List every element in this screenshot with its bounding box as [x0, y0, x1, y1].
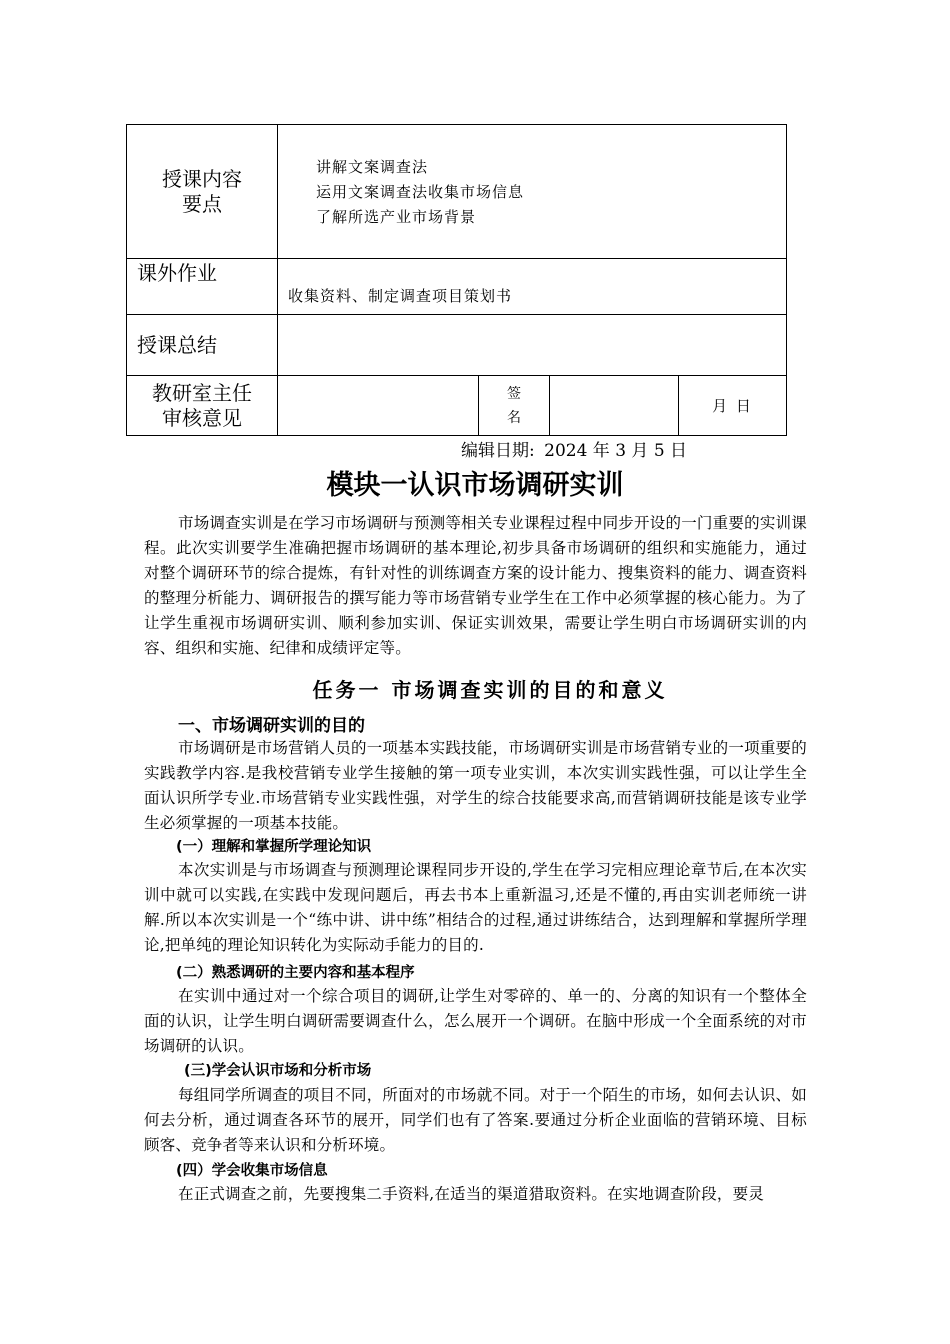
subsection-paragraph-3: 每组同学所调查的项目不同，所面对的市场就不同。对于一个陌生的市场，如何去认识、如何去分析，通过调查各环节的展开，同学们也有了答案.要通过分析企业面临的营销环境、目标顾客、竞争者等来认识和分析环境。 — [144, 1086, 807, 1154]
subsection-heading-4: (四）学会收集市场信息 — [176, 1163, 328, 1179]
signature-label: 签 名 — [479, 376, 550, 436]
teaching-points-content — [278, 125, 787, 259]
subsection-paragraph-4: 在正式调查之前，先要搜集二手资料,在适当的渠道猎取资料。在实地调查阶段，要灵 — [178, 1185, 765, 1203]
subsection-paragraph-2: 在实训中通过对一个综合项目的调研,让学生对零碎的、单一的、分离的知识有一个整体全面的认识，让学生明白调研需要调查什么，怎么展开一个调研。在脑中形成一个全面系统的对市场调研的认识。 — [144, 987, 807, 1055]
homework-content: 收集资料、制定调查项目策划书 — [278, 259, 787, 315]
edit-date-value: 2024 年 3 月 5 日 — [544, 441, 688, 461]
edit-date — [461, 436, 691, 461]
course-record-table — [126, 124, 787, 436]
subsection-heading-2: (二）熟悉调研的主要内容和基本程序 — [176, 965, 415, 981]
subsection-heading-1: (一）理解和掌握所学理论知识 — [176, 839, 372, 855]
label-review: 教研室主任 审核意见 — [127, 376, 278, 436]
subsection-paragraph-1: 本次实训是与市场调查与预测理论课程同步开设的,学生在学习完相应理论章节后,在本次实训中就可以实践,在实践中发现问题后，再去书本上重新温习,还是不懂的,再由实训老师统一讲解.所以本次实训是一个“练中讲、讲中练”相结合的过程,通过讲练结合，达到理解和掌握所学理论,把单纯的理论知识转化为实际动手能力的目的. — [144, 861, 807, 954]
section1-paragraph: 市场调研是市场营销人员的一项基本实践技能，市场调研实训是市场营销专业的一项重要的实践教学内容.是我校营销专业学生接触的第一项专业实训，本次实训实践性强，可以让学生全面认识所学专业.市场营销专业实践性强，对学生的综合技能要求高,而营销调研技能是该专业学生必须掌握的一项基本技能。 — [144, 739, 807, 832]
label-teaching-points: 授课内容 要点 — [127, 125, 278, 259]
task-title: 任务一 市场调查实训的目的和意义 — [312, 678, 668, 702]
teaching-point-item: 运用文案调查法收集市场信息 — [316, 183, 525, 201]
review-opinion-cell — [278, 376, 479, 436]
summary-content — [278, 315, 787, 376]
teaching-point-item: 了解所选产业市场背景 — [316, 208, 477, 226]
subsection-heading-3: (三)学会认识市场和分析市场 — [184, 1063, 372, 1079]
section-heading: 一、市场调研实训的目的 — [178, 716, 365, 736]
edit-date-label: 编辑日期: — [461, 441, 535, 461]
label-summary: 授课总结 — [127, 315, 278, 376]
intro-paragraph: 市场调查实训是在学习市场调研与预测等相关专业课程过程中同步开设的一门重要的实训课程。此次实训要学生准确把握市场调研的基本理论,初步具备市场调研的组织和实施能力，通过对整个调研环节的综合提炼，有针对性的训练调查方案的设计能力、搜集资料的能力、调查资料的整理分析能力、调研报告的撰写能力等市场营销专业学生在工作中必须掌握的核心能力。为了让学生重视市场调研实训、顺利参加实训、保证实训效果，需要让学生明白市场调研实训的内容、组织和实施、纪律和成绩评定等。 — [144, 514, 807, 657]
module-title: 模块一认识市场调研实训 — [326, 470, 624, 501]
review-date: 月 日 — [679, 376, 787, 436]
label-homework: 课外作业 — [127, 259, 278, 315]
signature-cell — [550, 376, 679, 436]
teaching-point-item: 讲解文案调查法 — [316, 158, 429, 176]
